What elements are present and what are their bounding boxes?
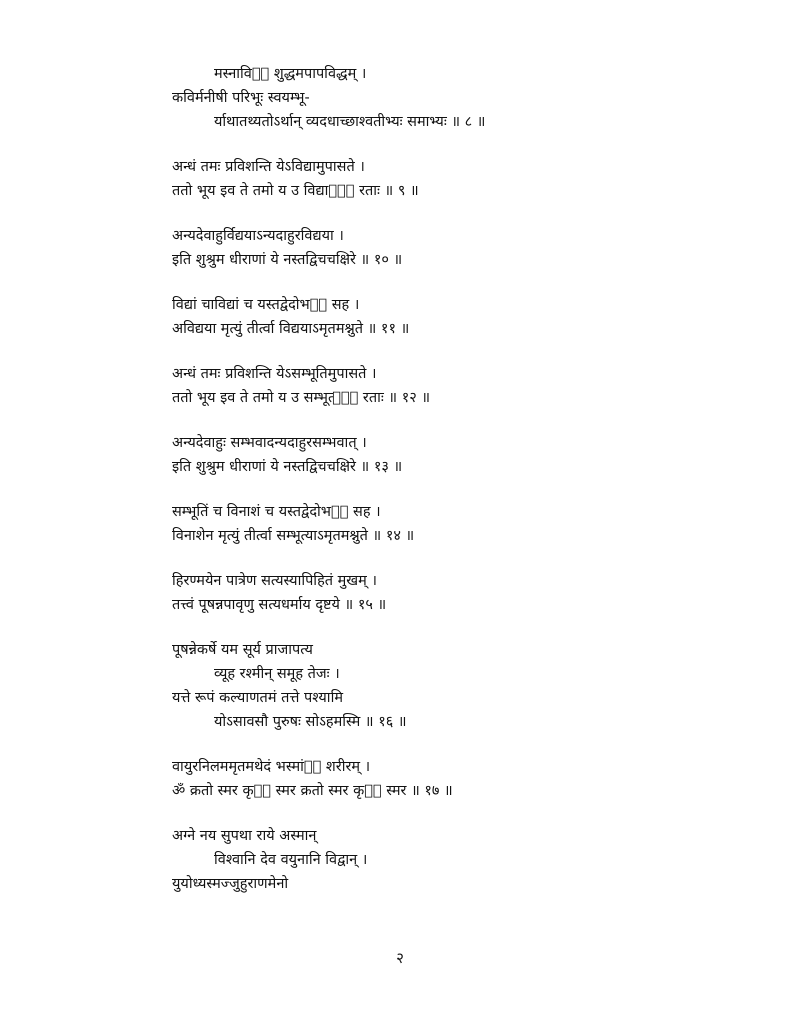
verse-stanza (172, 569, 732, 617)
verse-stanza (172, 62, 732, 134)
verse-stanza (172, 824, 732, 896)
verse-line: यत्ते रूपं कल्याणतमं तत्ते पश्यामि (172, 690, 343, 706)
verse-line: पूषन्नेकर्षे यम सूर्य प्राजापत्य (172, 642, 313, 658)
verse-stanza (172, 224, 732, 272)
verse-stanza (172, 362, 732, 410)
verse-line: युयोध्यस्मज्जुहुराणमेनो (172, 876, 289, 892)
verse-line: ॐ क्रतो स्मर कृत᳘ स्मर क्रतो स्मर कृत᳘ स्मर ॥ १७ ॥ (172, 783, 453, 799)
verse-line: वायुरनिलममृतमथेदं भस्मांत᳘ शरीरम् । (172, 759, 371, 775)
verse-line: अन्यदेवाहुः सम्भवादन्यदाहुरसम्भवात् । (172, 435, 367, 451)
verse-line: अन्यदेवाहुर्विद्ययाऽन्यदाहुरविद्यया । (172, 228, 344, 244)
verse-stanza (172, 431, 732, 479)
verse-stanza (172, 500, 732, 548)
verse-line: तत्त्वं पूषन्नपावृणु सत्यधर्माय दृष्टये ॥ १५ ॥ (172, 597, 387, 613)
verse-line: विनाशेन मृत्युं तीर्त्वा सम्भूत्याऽमृतमश्नुते ॥ १४ ॥ (172, 528, 415, 544)
verse-line: अन्धं तमः प्रविशन्ति येऽसम्भूतिमुपासते । (172, 366, 377, 382)
verse-line: ततो भूय इव ते तमो य उ विद्याया᳘ रताः ॥ ९ ॥ (172, 183, 419, 199)
verse-line: विद्यां चाविद्यां च यस्तद्वेदोभय᳘ सह । (172, 297, 360, 313)
verse-line: इति शुश्रुम धीराणां ये नस्तद्विचचक्षिरे ॥ १३ ॥ (172, 459, 403, 475)
verse-stanza (172, 155, 732, 203)
verse-line: मस्नाविर᳘ शुद्धमपापविद्धम् । (214, 66, 367, 82)
verse-line: अग्ने नय सुपथा राये अस्मान् (172, 828, 317, 844)
verse-text-block (172, 62, 732, 896)
verse-stanza (172, 755, 732, 803)
verse-line: र्याथातथ्यतोऽर्थान् व्यदधाच्छाश्वतीभ्यः समाभ्यः ॥ ८ ॥ (214, 114, 486, 130)
verse-line: इति शुश्रुम धीराणां ये नस्तद्विचचक्षिरे ॥ १० ॥ (172, 252, 403, 268)
verse-stanza (172, 638, 732, 734)
verse-line: अन्धं तमः प्रविशन्ति येऽविद्यामुपासते । (172, 159, 365, 175)
verse-line: हिरण्मयेन पात्रेण सत्यस्यापिहितं मुखम् । (172, 573, 377, 589)
verse-line: व्यूह रश्मीन् समूह तेजः । (214, 666, 340, 682)
verse-line: विश्वानि देव वयुनानि विद्वान् । (214, 852, 368, 868)
verse-line: योऽसावसौ पुरुषः सोऽहमस्मि ॥ १६ ॥ (214, 714, 407, 730)
verse-line: सम्भूतिं च विनाशं च यस्तद्वेदोभय᳘ सह । (172, 504, 381, 520)
verse-line: ततो भूय इव ते तमो य उ सम्भूत्या᳘ रताः ॥ १२ ॥ (172, 390, 431, 406)
page-number: २ (396, 949, 404, 967)
verse-stanza (172, 293, 732, 341)
verse-line: अविद्यया मृत्युं तीर्त्वा विद्ययाऽमृतमश्नुते ॥ ११ ॥ (172, 321, 410, 337)
verse-line: कविर्मनीषी परिभूः स्वयम्भू- (172, 90, 310, 106)
